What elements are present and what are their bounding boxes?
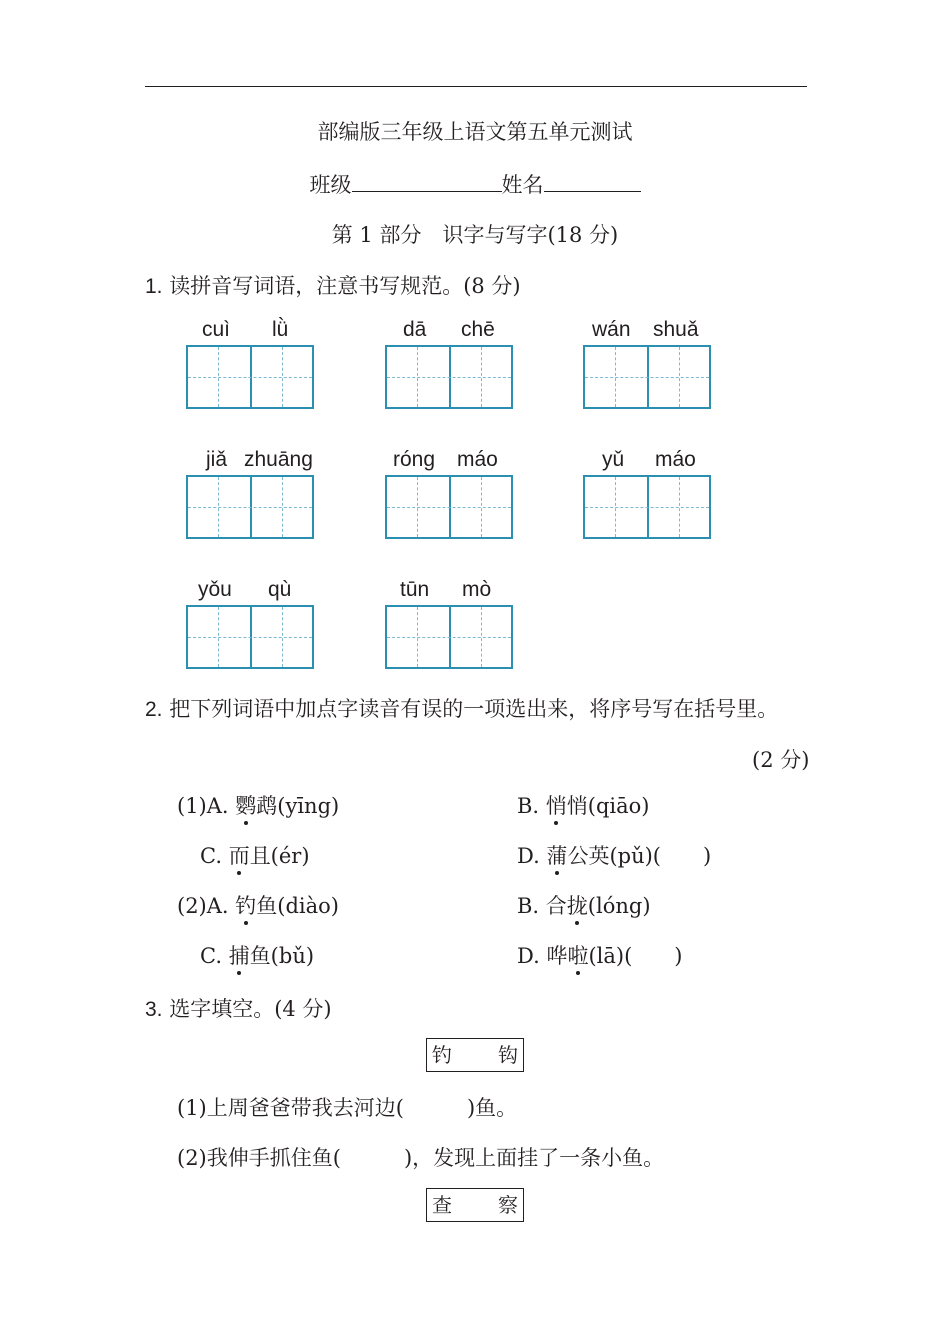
pinyin: shuǎ — [653, 318, 699, 341]
writing-grid[interactable] — [583, 345, 711, 409]
pinyin: jiǎ — [206, 448, 228, 471]
q2-prompt — [145, 693, 778, 723]
char-choice-box: 查 察 — [426, 1188, 524, 1222]
pinyin: dā — [403, 318, 427, 341]
writing-grid[interactable] — [583, 475, 711, 539]
char-choice-box: 钓 钩 — [426, 1038, 524, 1072]
pinyin: máo — [655, 448, 696, 471]
q3-prompt — [145, 993, 332, 1023]
q2-option: C. 捕鱼(bǔ) — [200, 940, 314, 970]
pinyin: qù — [268, 578, 292, 601]
name-blank[interactable] — [544, 171, 641, 192]
q2-option[interactable]: D. 哗啦(lā)( ) — [517, 940, 682, 970]
q3-number: 3. — [145, 998, 163, 1021]
writing-grid[interactable] — [186, 345, 314, 409]
pinyin: cuì — [202, 318, 231, 341]
pinyin: máo — [457, 448, 498, 471]
pinyin: wán — [592, 318, 631, 341]
writing-grid[interactable] — [385, 345, 513, 409]
q1-prompt — [145, 270, 521, 300]
writing-grid[interactable] — [385, 605, 513, 669]
q3-text: 选字填空。(4 分) — [169, 997, 332, 1021]
pinyin: róng — [393, 448, 436, 471]
top-rule — [145, 86, 807, 87]
writing-grid[interactable] — [186, 605, 314, 669]
q1-number: 1. — [145, 275, 163, 298]
q1-text: 读拼音写词语，注意书写规范。(8 分) — [169, 274, 521, 298]
q2-text: 把下列词语中加点字读音有误的一项选出来，将序号写在括号里。 — [169, 697, 779, 721]
q2-number: 2. — [145, 698, 163, 721]
class-label: 班级 — [309, 173, 352, 197]
pinyin: mò — [462, 578, 492, 601]
class-name-line — [0, 169, 950, 199]
pinyin: yǒu — [198, 578, 232, 601]
pinyin: yǔ — [602, 448, 625, 471]
q2-option: B. 合拢(lóng) — [517, 890, 651, 920]
q2-score: (2 分) — [752, 748, 810, 772]
q2-option[interactable]: D. 蒲公英(pǔ)( ) — [517, 840, 711, 870]
pinyin: zhuāng — [244, 448, 313, 471]
pinyin: chē — [461, 318, 495, 341]
q2-option: (2)A. 钓鱼(diào) — [177, 890, 339, 920]
pinyin: tūn — [400, 578, 430, 601]
class-blank[interactable] — [352, 171, 502, 192]
writing-grid[interactable] — [186, 475, 314, 539]
part1-heading: 第 1 部分 识字与写字(18 分) — [331, 223, 619, 247]
q2-option: (1)A. 鹦鹉(yīng) — [177, 790, 339, 820]
page-title: 部编版三年级上语文第五单元测试 — [317, 120, 633, 144]
writing-grid[interactable] — [385, 475, 513, 539]
q3-sentence[interactable]: (2)我伸手抓住鱼( )，发现上面挂了一条小鱼。 — [177, 1146, 665, 1170]
q2-option: B. 悄悄(qiāo) — [517, 790, 650, 820]
q3-sentence[interactable]: (1)上周爸爸带我去河边( )鱼。 — [177, 1096, 518, 1120]
q2-option: C. 而且(ér) — [200, 840, 310, 870]
name-label: 姓名 — [501, 173, 544, 197]
pinyin: lǜ — [272, 318, 289, 341]
